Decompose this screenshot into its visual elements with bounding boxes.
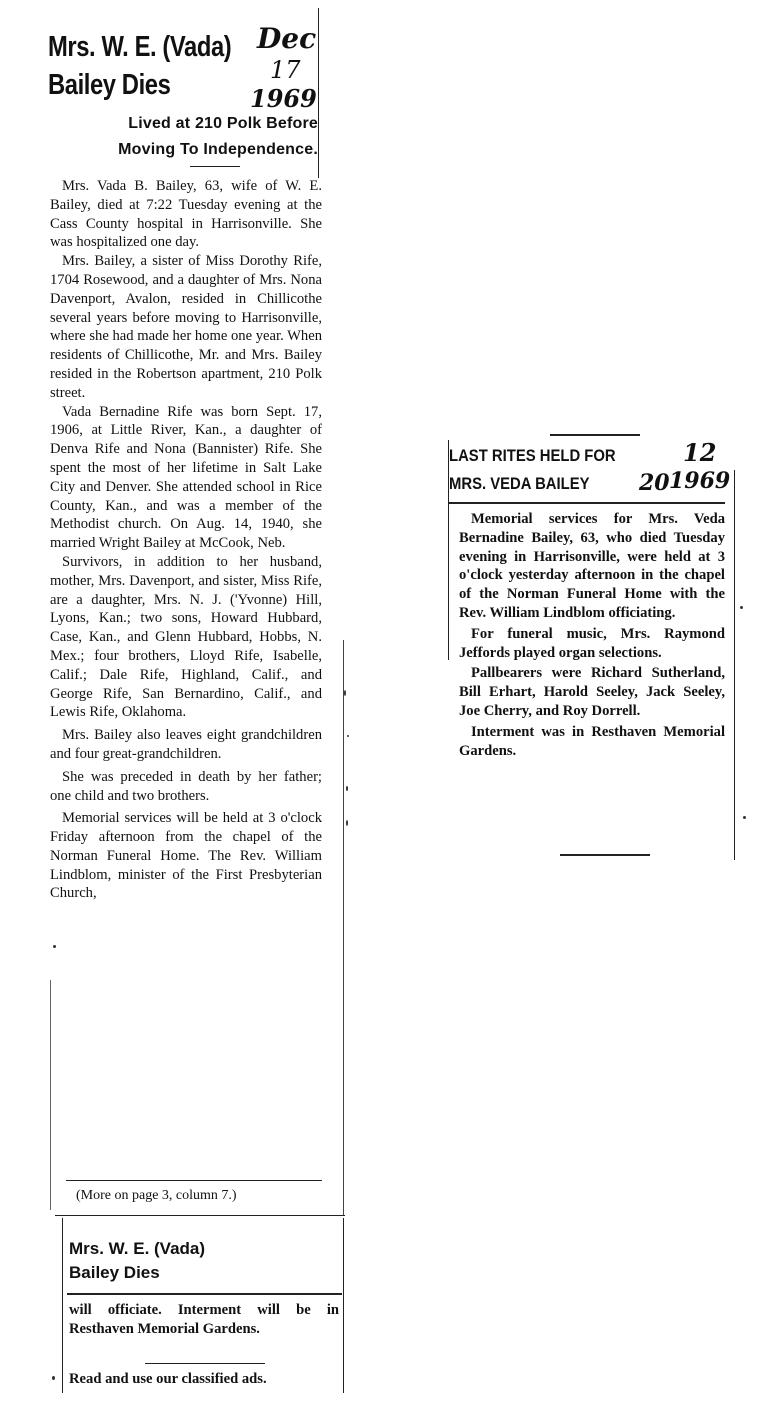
scan-speck xyxy=(740,606,743,609)
rites-right-edge xyxy=(734,470,735,860)
scan-speck xyxy=(347,735,349,737)
rites-paragraph: Memorial services for Mrs. Veda Bernadine Bailey, 63, who died Tuesday evening in Harrisonville, were held at 3 o'clock yesterday afternoon in the chapel of the Norman Funeral Home with the Rev. William Lindblom officiating. xyxy=(459,511,725,621)
main-paragraph: Mrs. Vada B. Bailey, 63, wife of W. E. Bailey, died at 7:22 Tuesday evening at the Cass County hospital in Harrisonville. She was hospitalized one day. xyxy=(50,178,322,251)
rites-left-edge xyxy=(448,440,449,660)
continued-note-rule xyxy=(66,1180,322,1181)
rites-paragraph: Interment was in Resthaven Memorial Gardens. xyxy=(459,723,725,759)
main-subhead-line1: Lived at 210 Polk Before xyxy=(128,115,318,132)
continuation-body: will officiate. Interment will be in Resthaven Memorial Gardens. xyxy=(69,1302,339,1337)
main-paragraph: Memorial services will be held at 3 o'clock Friday afternoon from the chapel of the Norman Funeral Home. The Rev. William Lindblom, minister of the First Presbyterian Church, xyxy=(50,810,322,902)
continuation-footer-rule xyxy=(145,1363,265,1364)
scan-speck xyxy=(743,816,746,819)
main-headline-line2: Bailey Dies xyxy=(48,69,171,101)
rites-headline-line2: MRS. VEDA BAILEY xyxy=(449,475,590,493)
main-paragraph: Mrs. Bailey also leaves eight grandchildren and four great-grandchildren. xyxy=(50,727,322,762)
continuation-left-edge xyxy=(62,1218,63,1393)
scan-speck xyxy=(346,786,348,791)
continuation-headline-line1: Mrs. W. E. (Vada) xyxy=(69,1239,206,1258)
main-paragraph: She was preceded in death by her father; one child and two brothers. xyxy=(50,768,322,804)
continuation-footer: Read and use our classified ads. xyxy=(69,1371,267,1387)
rites-paragraph: For funeral music, Mrs. Raymond Jeffords played organ selections. xyxy=(459,625,725,661)
continuation-clipping xyxy=(55,1215,345,1395)
rites-headline-line1: LAST RITES HELD FOR xyxy=(449,447,616,465)
handwritten-year: 1969 xyxy=(250,84,317,113)
continuation-headline-line2: Bailey Dies xyxy=(69,1263,160,1282)
scan-speck xyxy=(53,945,56,948)
continuation-headline xyxy=(69,1237,205,1285)
rites-top-rule xyxy=(550,434,640,436)
scan-speck xyxy=(52,1376,55,1380)
continuation-headline-rule xyxy=(67,1293,342,1295)
main-subhead xyxy=(50,111,318,163)
main-subhead-line2: Moving To Independence. xyxy=(118,141,318,158)
scan-speck xyxy=(344,690,346,696)
continuation-top-rule xyxy=(55,1215,345,1216)
main-headline-line1: Mrs. W. E. (Vada) xyxy=(48,31,232,63)
rites-paragraph: Pallbearers were Richard Sutherland, Bill Erhart, Harold Seeley, Jack Seeley, Joe Cherry, and Roy Dorrell. xyxy=(459,665,725,719)
handwritten-rites-year: 1969 xyxy=(669,468,731,494)
handwritten-day: 17 xyxy=(270,56,301,84)
continuation-right-edge xyxy=(343,1218,344,1393)
continued-note: (More on page 3, column 7.) xyxy=(76,1188,237,1203)
main-body xyxy=(50,177,322,903)
rites-headline-rule xyxy=(449,502,725,504)
subhead-rule xyxy=(190,166,240,167)
main-paragraph: Mrs. Bailey, a sister of Miss Dorothy Rife, 1704 Rosewood, and a daughter of Mrs. Nona Davenport, Avalon, resided in Chillicothe several years before moving to Harrisonville, where she had made her home one year. When residents of Chillicothe, Mr. and Mrs. Bailey resided in the Robertson apartment, 210 Polk street. xyxy=(50,253,322,401)
rites-bottom-rule xyxy=(560,854,650,856)
scan-speck xyxy=(346,820,348,826)
handwritten-rites-day: 20 xyxy=(639,470,670,496)
main-clipping-left-edge xyxy=(50,980,51,1210)
main-clipping-right-lower-edge xyxy=(343,640,344,1215)
rites-body xyxy=(459,510,725,762)
main-paragraph: Survivors, in addition to her husband, mother, Mrs. Davenport, and sister, Miss Rife, are a daughter, Mrs. N. J. ('Yvonne) Hill, Lyons, Kan.; two sons, Howard Hubbard, Case, Kan., and Glenn Hubbard, Hobbs, N. Mex.; four brothers, Lloyd Rife, Isabelle, Calif.; Dale Rife, Highland, Calif., and George Rife, San Bernardino, Calif., and Lewis Rife, Oklahoma. xyxy=(50,553,322,721)
main-obituary-clipping xyxy=(40,0,340,1215)
main-paragraph: Vada Bernadine Rife was born Sept. 17, 1906, at Little River, Kan., a daughter of Denva Rife and Nona (Bannister) Rife. She spent the most of her lifetime in Salt Lake City and Denver. She attended school in Rice County, Kan., and was a member of the Methodist church. On Aug. 14, 1940, she married Wright Bailey at McCook, Neb. xyxy=(50,403,322,552)
handwritten-rites-month: 12 xyxy=(683,438,717,467)
rites-headline xyxy=(449,442,634,498)
last-rites-clipping xyxy=(445,430,735,860)
handwritten-month: Dec xyxy=(257,22,317,55)
main-clipping-right-edge xyxy=(318,8,319,178)
